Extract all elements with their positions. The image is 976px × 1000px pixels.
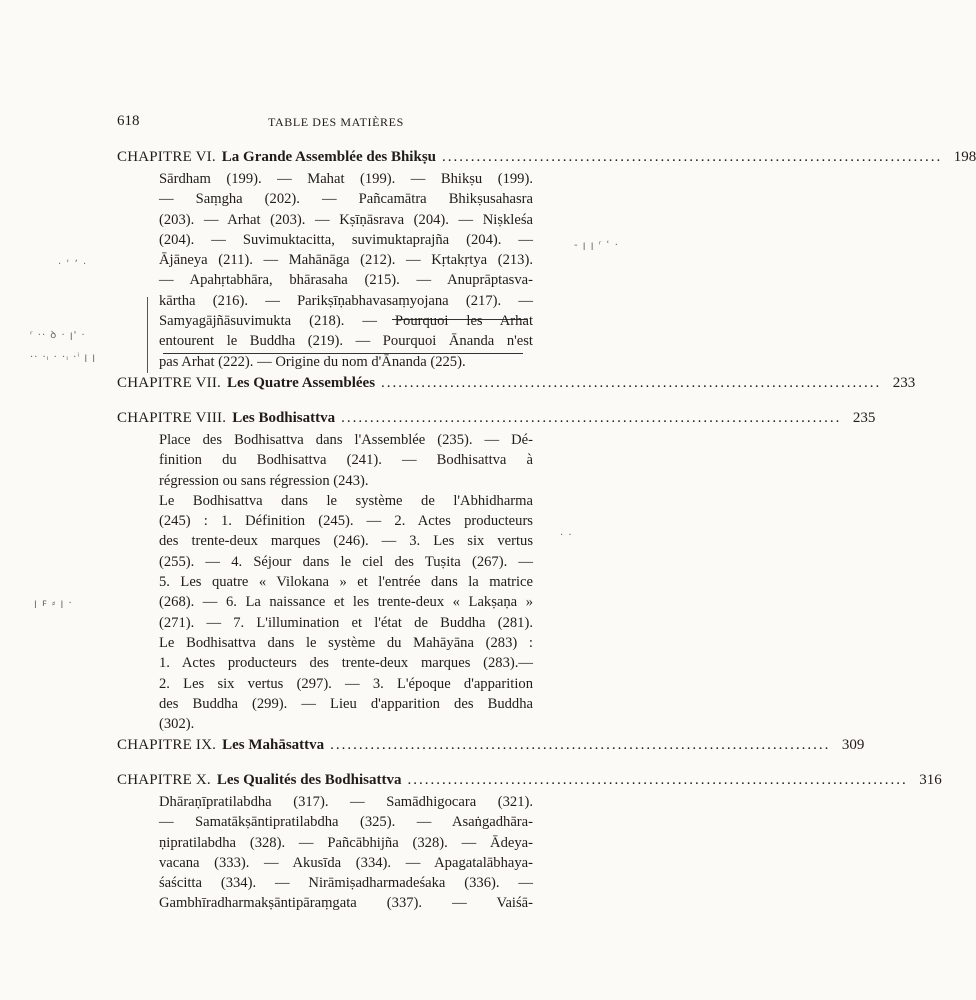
chapter-page: 235	[852, 410, 876, 426]
toc-line: des Buddha (299). — Lieu d'apparition des Buddha	[159, 695, 533, 712]
leader-dots: .......................................................................................	[442, 149, 943, 165]
toc-line: śaścitta (334). — Nirāmiṣadharmadeśaka (336). —	[159, 875, 533, 892]
margin-note-right-1: - ꞁ ꞁ ʳ ʿ ·	[574, 240, 619, 251]
toc-line: Sārdham (199). — Mahat (199). — Bhikṣu (199).	[159, 171, 533, 187]
chapter-title: Les Bodhisattva	[232, 410, 336, 426]
margin-note-left-3: ·· ·ᵢ · ·ᵢ ·ⁱ ꞁ ꞁ	[30, 352, 97, 363]
toc-line: (271). — 7. L'illumination et l'état de Buddha (281).	[159, 614, 533, 631]
toc-line: Gambhīradharmakṣāntipāraṃgata (337). — Vaiśā-	[159, 895, 533, 912]
toc-line: (255). — 4. Séjour dans le ciel des Tuṣita (267). —	[159, 553, 533, 570]
toc-line: (203). — Arhat (203). — Kṣīṇāsrava (204). — Niṣkleśa	[159, 211, 533, 228]
toc-line: (268). — 6. La naissance et les trente-deux « Lakṣaṇa »	[159, 594, 533, 611]
chapter-subentries	[159, 792, 533, 914]
chapter-vii	[117, 373, 916, 393]
chapter-label: CHAPITRE VIII.	[117, 410, 227, 426]
toc-line: Le Bodhisattva dans le système du Mahāyāna (283) :	[159, 634, 533, 651]
toc-line: des trente-deux marques (246). — 3. Les six vertus	[159, 533, 533, 550]
leader-dots: .......................................................................................	[407, 772, 908, 788]
toc-line: — Apahṛtabhāra, bhārasaha (215). — Anuprāptasva-	[159, 272, 533, 289]
toc-line: kārtha (216). — Parikṣīṇabhavasaṃyojana (217). —	[159, 292, 533, 309]
chapter-heading	[117, 735, 865, 755]
toc-line: Ājāneya (211). — Mahānāga (212). — Kṛtakṛtya (213).	[159, 252, 533, 269]
page-number: 618	[117, 113, 140, 129]
chapter-heading	[117, 373, 916, 393]
chapter-ix	[117, 735, 865, 755]
margin-note-left-4: ꞁ ꜰ ⸗ ꞁ ·	[34, 598, 73, 609]
toc-line: (302).	[159, 716, 195, 733]
chapter-title: Les Mahāsattva	[222, 737, 325, 753]
toc-line: vacana (333). — Akusīda (334). — Apagatalābhaya-	[159, 854, 533, 871]
chapter-page: 316	[919, 772, 942, 788]
toc-line: (204). — Suvimuktacitta, suvimuktaprajña (204). —	[159, 231, 533, 248]
margin-note-left-2: ʳ ·· ꝺ · ꞁ' ·	[30, 330, 86, 341]
chapter-label: CHAPITRE VII.	[117, 375, 221, 391]
chapter-title: La Grande Assemblée des Bhikṣu	[221, 149, 437, 165]
toc-line: Dhāraṇīpratilabdha (317). — Samādhigocara (321).	[159, 794, 533, 810]
chapter-subentries	[159, 169, 533, 372]
chapter-page: 309	[841, 737, 865, 753]
chapter-page: 233	[892, 375, 916, 391]
chapter-label: CHAPITRE IX.	[117, 737, 217, 753]
chapter-title: Les Qualités des Bodhisattva	[216, 772, 402, 788]
leader-dots: .......................................................................................	[381, 375, 882, 391]
chapter-heading	[117, 770, 942, 790]
running-head: TABLE DES MATIÈRES	[268, 115, 404, 129]
chapter-x	[117, 770, 942, 914]
leader-dots: .......................................................................................	[341, 410, 842, 426]
toc-line: Samyagājñāsuvimukta (218). — Pourquoi les Arhat	[159, 313, 533, 330]
toc-line: Place des Bodhisattva dans l'Assemblée (235). — Dé-	[159, 432, 533, 448]
chapter-title: Les Quatre Assemblées	[227, 375, 376, 391]
margin-note-right-2: · ·	[560, 530, 573, 541]
chapter-label: CHAPITRE VI.	[117, 149, 216, 165]
chapter-heading	[117, 147, 976, 167]
margin-note-left-1: · ʾ ʼ ·	[58, 259, 88, 270]
toc-line: Le Bodhisattva dans le système de l'Abhidharma	[159, 492, 533, 509]
toc-line: pas Arhat (222). — Origine du nom d'Ānanda (225).	[159, 353, 466, 370]
chapter-viii	[117, 408, 876, 734]
toc-line: ṇipratilabdha (328). — Pañcābhijña (328). — Ādeya-	[159, 834, 533, 851]
leader-dots: .......................................................................................	[330, 737, 831, 753]
toc-line: finition du Bodhisattva (241). — Bodhisattva à	[159, 452, 533, 469]
toc-line: — Saṃgha (202). — Pañcamātra Bhikṣusahasra	[159, 191, 533, 208]
chapter-page: 198	[953, 149, 976, 165]
toc-line: 5. Les quatre « Vilokana » et l'entrée dans la matrice	[159, 574, 533, 591]
chapter-subentries	[159, 430, 533, 734]
toc-line: — Samatākṣāntipratilabdha (325). — Asaṅgadhāra-	[159, 814, 533, 831]
toc-line: régression ou sans régression (243).	[159, 472, 369, 489]
toc-line: entourent le Buddha (219). — Pourquoi Ānanda n'est	[159, 333, 533, 350]
chapter-label: CHAPITRE X.	[117, 772, 211, 788]
toc-line: 2. Les six vertus (297). — 3. L'époque d'apparition	[159, 675, 533, 692]
toc-line: 1. Actes producteurs des trente-deux marques (283).—	[159, 655, 533, 672]
chapter-heading	[117, 408, 876, 428]
toc-line: (245) : 1. Définition (245). — 2. Actes producteurs	[159, 513, 533, 530]
